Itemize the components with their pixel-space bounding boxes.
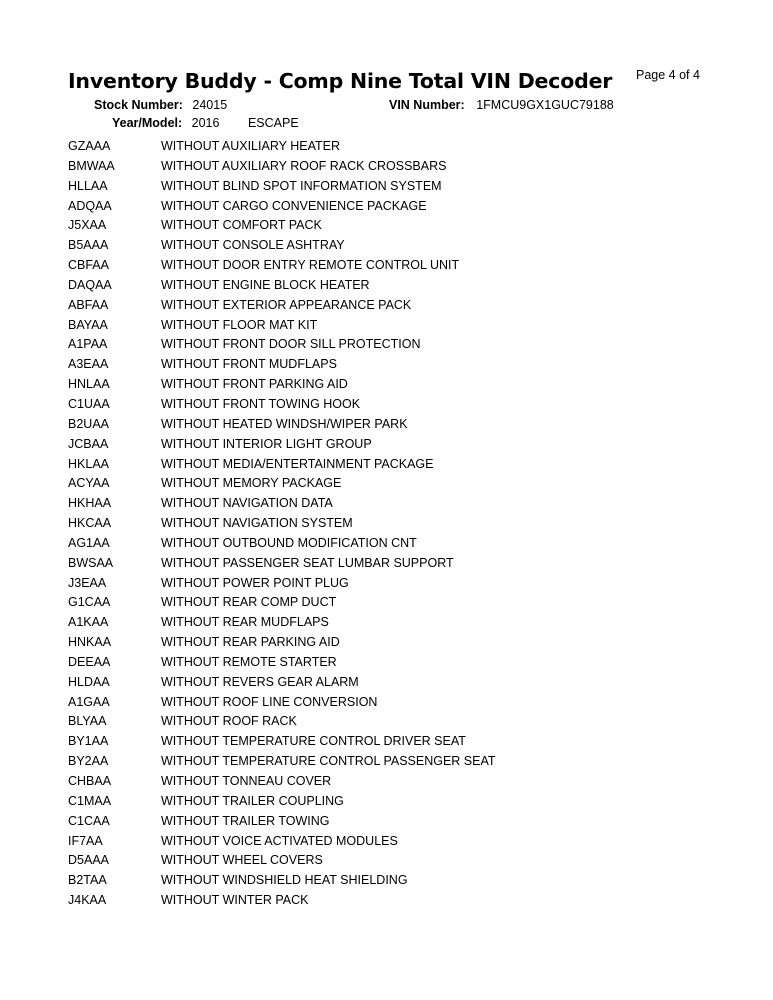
option-description: WITHOUT WINDSHIELD HEAT SHIELDING [161, 873, 408, 888]
option-code: HLLAA [68, 178, 108, 193]
option-description: WITHOUT REVERS GEAR ALARM [161, 674, 359, 689]
year-value: 2016 [191, 116, 220, 130]
stock-number-label: Stock Number: [94, 98, 183, 112]
list-item [68, 296, 728, 316]
option-description: WITHOUT OUTBOUND MODIFICATION CNT [161, 535, 417, 550]
option-description: WITHOUT PASSENGER SEAT LUMBAR SUPPORT [161, 555, 454, 570]
list-item [68, 236, 728, 256]
year-model-label: Year/Model: [112, 116, 183, 130]
option-description: WITHOUT FRONT PARKING AID [161, 377, 348, 392]
option-code: C1UAA [68, 396, 110, 411]
option-code: CBFAA [68, 258, 109, 273]
option-description: WITHOUT FRONT DOOR SILL PROTECTION [161, 337, 421, 352]
model-value: ESCAPE [247, 116, 299, 130]
list-item [68, 514, 728, 534]
option-description: WITHOUT DOOR ENTRY REMOTE CONTROL UNIT [161, 258, 460, 273]
option-code: CHBAA [68, 774, 112, 788]
option-code: HNLAA [68, 377, 110, 392]
option-code: A1PAA [68, 337, 108, 352]
list-item [68, 335, 728, 355]
option-code: BAYAA [68, 317, 108, 332]
option-code: ABFAA [68, 297, 109, 312]
option-description: WITHOUT POWER POINT PLUG [161, 575, 349, 590]
option-description: WITHOUT REAR MUDFLAPS [161, 615, 329, 630]
option-code: A3EAA [68, 357, 109, 372]
option-code: HLDAA [68, 674, 110, 689]
option-description: WITHOUT CONSOLE ASHTRAY [161, 238, 345, 253]
stock-number-value: 24015 [192, 98, 228, 112]
option-code: C1MAA [68, 793, 112, 808]
option-code: HKHAA [68, 496, 112, 511]
option-code: A1GAA [68, 694, 110, 709]
option-description: WITHOUT REAR COMP DUCT [161, 595, 337, 610]
list-item [68, 673, 728, 693]
list-item [68, 534, 728, 554]
list-item [68, 216, 728, 236]
option-description: WITHOUT HEATED WINDSH/WIPER PARK [161, 416, 408, 431]
option-description: WITHOUT ENGINE BLOCK HEATER [161, 277, 370, 292]
option-code: BY2AA [68, 754, 109, 769]
option-description: WITHOUT AUXILIARY ROOF RACK CROSSBARS [161, 158, 447, 173]
option-code: B5AAA [68, 238, 109, 253]
list-item [68, 554, 728, 574]
list-item [68, 772, 728, 792]
option-description: WITHOUT WINTER PACK [161, 893, 309, 908]
option-code: IF7AA [68, 833, 103, 848]
option-code: ACYAA [68, 476, 110, 491]
option-code: DEEAA [68, 654, 111, 669]
option-description: WITHOUT TONNEAU COVER [161, 774, 332, 788]
list-item [68, 197, 728, 217]
option-description: WITHOUT FLOOR MAT KIT [161, 317, 318, 332]
option-description: WITHOUT COMFORT PACK [161, 218, 322, 233]
list-item [68, 851, 728, 871]
option-description: WITHOUT TEMPERATURE CONTROL PASSENGER SEAT [161, 754, 496, 769]
list-item [68, 355, 728, 375]
option-code: J3EAA [68, 575, 107, 590]
list-item [68, 494, 728, 514]
option-code: JCBAA [68, 436, 109, 451]
option-description: WITHOUT INTERIOR LIGHT GROUP [161, 436, 372, 451]
list-item [68, 792, 728, 812]
list-item [68, 693, 728, 713]
option-code: AG1AA [68, 535, 110, 550]
option-description: WITHOUT BLIND SPOT INFORMATION SYSTEM [161, 178, 442, 193]
option-description: WITHOUT TRAILER COUPLING [161, 793, 344, 808]
option-description: WITHOUT FRONT MUDFLAPS [161, 357, 337, 372]
list-item [68, 613, 728, 633]
list-item [68, 177, 728, 197]
option-code: BLYAA [68, 714, 107, 729]
option-code: ADQAA [68, 198, 112, 213]
option-description: WITHOUT REMOTE STARTER [161, 654, 337, 669]
option-code: DAQAA [68, 277, 112, 292]
list-item [68, 474, 728, 494]
list-item [68, 455, 728, 475]
list-item [68, 395, 728, 415]
option-description: WITHOUT VOICE ACTIVATED MODULES [161, 833, 398, 848]
option-description: WITHOUT ROOF LINE CONVERSION [161, 694, 378, 709]
list-item [68, 712, 728, 732]
option-code: J5XAA [68, 218, 107, 233]
option-code: HKCAA [68, 516, 112, 531]
list-item [68, 574, 728, 594]
vin-number [389, 98, 614, 112]
list-item [68, 316, 728, 336]
option-code: BY1AA [68, 734, 109, 749]
list-item [68, 871, 728, 891]
option-code: C1CAA [68, 813, 110, 828]
list-item [68, 157, 728, 177]
list-item [68, 375, 728, 395]
option-description: WITHOUT MEDIA/ENTERTAINMENT PACKAGE [161, 456, 434, 471]
option-code: HNKAA [68, 635, 112, 650]
list-item [68, 633, 728, 653]
option-code: GZAAA [68, 139, 111, 153]
option-description: WITHOUT CARGO CONVENIENCE PACKAGE [161, 198, 427, 213]
page-title: Inventory Buddy - Comp Nine Total VIN Decoder [68, 69, 613, 93]
option-description: WITHOUT MEMORY PACKAGE [161, 476, 342, 491]
list-item [68, 256, 728, 276]
option-code: B2UAA [68, 416, 109, 431]
list-item [68, 435, 728, 455]
option-description: WITHOUT NAVIGATION SYSTEM [161, 516, 353, 531]
option-description: WITHOUT FRONT TOWING HOOK [161, 396, 361, 411]
list-item [68, 891, 728, 911]
list-item [68, 832, 728, 852]
option-code: A1KAA [68, 615, 109, 630]
option-code: B2TAA [68, 873, 107, 888]
page-number: Page 4 of 4 [636, 68, 700, 82]
list-item [68, 812, 728, 832]
list-item [68, 593, 728, 613]
year-model [112, 116, 299, 130]
option-code: BWSAA [68, 555, 114, 570]
list-item [68, 415, 728, 435]
stock-number [94, 98, 227, 112]
vin-number-label: VIN Number: [389, 98, 465, 112]
option-code: G1CAA [68, 595, 111, 610]
option-description: WITHOUT EXTERIOR APPEARANCE PACK [161, 297, 412, 312]
option-description: WITHOUT ROOF RACK [161, 714, 297, 729]
option-description: WITHOUT AUXILIARY HEATER [161, 139, 340, 153]
option-description: WITHOUT TRAILER TOWING [161, 813, 330, 828]
option-description: WITHOUT NAVIGATION DATA [161, 496, 333, 511]
option-code: HKLAA [68, 456, 109, 471]
option-code: J4KAA [68, 893, 107, 908]
options-list [68, 137, 728, 911]
list-item [68, 137, 728, 157]
list-item [68, 732, 728, 752]
list-item [68, 276, 728, 296]
vin-number-value: 1FMCU9GX1GUC79188 [476, 98, 614, 112]
option-description: WITHOUT WHEEL COVERS [161, 853, 323, 868]
option-description: WITHOUT REAR PARKING AID [161, 635, 340, 650]
option-description: WITHOUT TEMPERATURE CONTROL DRIVER SEAT [161, 734, 466, 749]
list-item [68, 653, 728, 673]
list-item [68, 752, 728, 772]
option-code: BMWAA [68, 158, 115, 173]
option-code: D5AAA [68, 853, 109, 868]
